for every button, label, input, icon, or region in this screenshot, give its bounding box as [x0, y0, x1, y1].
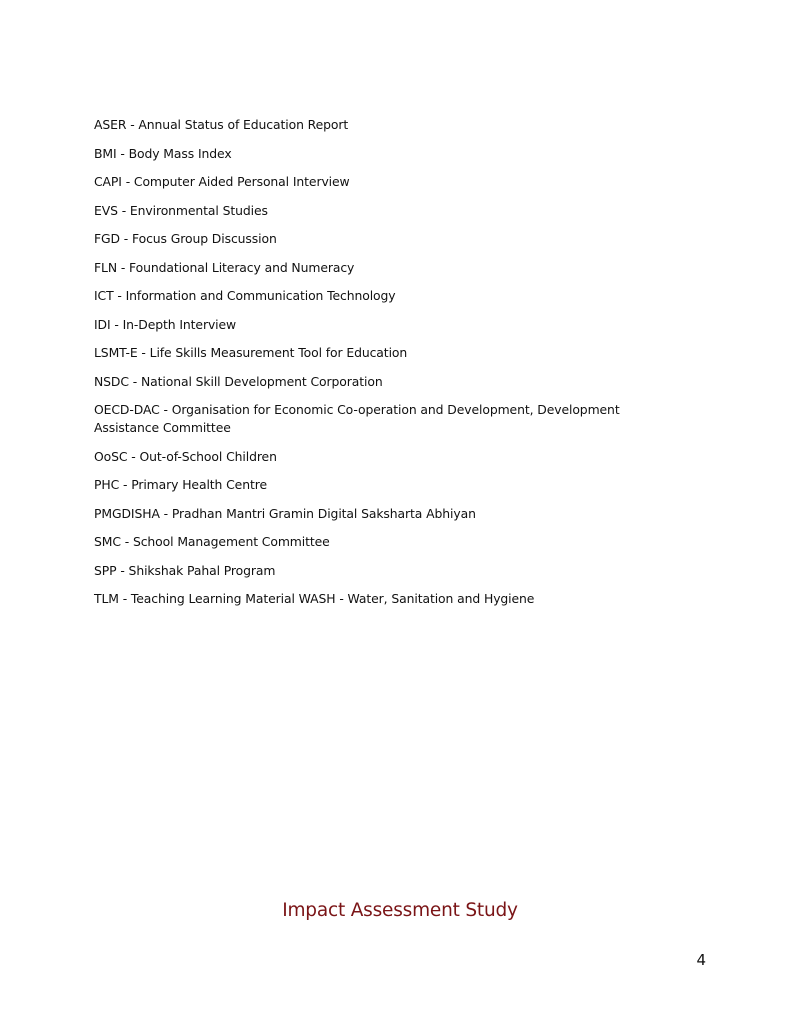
abbreviation-item: ICT - Information and Communication Technology [94, 288, 396, 303]
abbreviation-item: TLM - Teaching Learning Material WASH - Water, Sanitation and Hygiene [94, 591, 535, 606]
abbreviation-item: FGD - Focus Group Discussion [94, 231, 277, 246]
abbreviation-list [94, 116, 674, 619]
abbreviation-item: PMGDISHA - Pradhan Mantri Gramin Digital Saksharta Abhiyan [94, 505, 476, 521]
abbreviation-item: SPP - Shikshak Pahal Program [94, 562, 276, 578]
page-number: 4 [696, 951, 706, 969]
abbreviation-item: CAPI - Computer Aided Personal Interview [94, 174, 350, 189]
abbreviation-item: NSDC - National Skill Development Corporation [94, 373, 383, 389]
abbreviation-item: OoSC - Out-of-School Children [94, 448, 277, 464]
abbreviation-item: BMI - Body Mass Index [94, 145, 232, 161]
abbreviation-item: FLN - Foundational Literacy and Numeracy [94, 259, 355, 275]
abbreviation-item: LSMT-E - Life Skills Measurement Tool for Education [94, 345, 408, 360]
abbreviation-item: SMC - School Management Committee [94, 534, 330, 549]
abbreviation-item: PHC - Primary Health Centre [94, 477, 267, 492]
abbreviation-item: IDI - In-Depth Interview [94, 316, 237, 332]
abbreviation-item: OECD-DAC - Organisation for Economic Co-operation and Development, Development Assistance Committee [94, 402, 620, 435]
abbreviation-item: ASER - Annual Status of Education Report [94, 117, 349, 132]
footer-title: Impact Assessment Study [282, 900, 518, 921]
abbreviation-item: EVS - Environmental Studies [94, 202, 268, 218]
